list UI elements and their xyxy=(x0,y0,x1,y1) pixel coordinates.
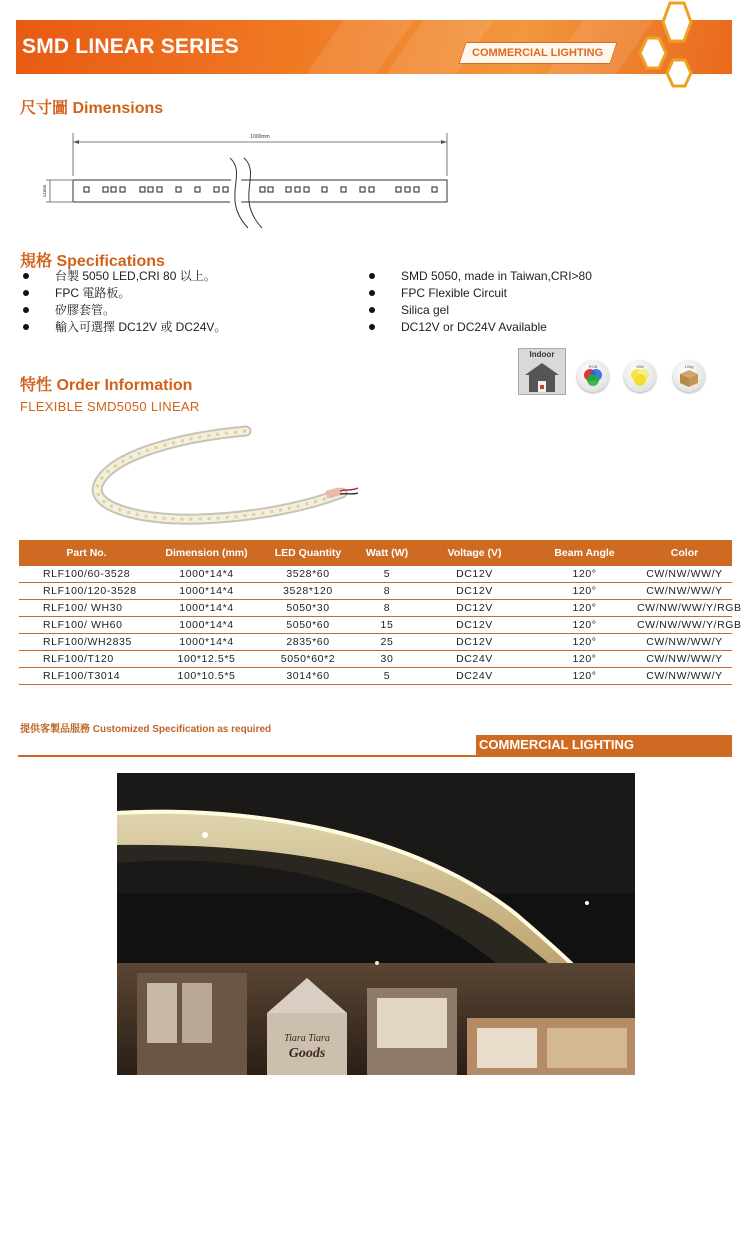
table-cell: 1000*14*4 xyxy=(154,617,259,634)
custom-spec-note: 提供客製品服務 Customized Specification as required xyxy=(20,724,272,735)
table-cell: DC12V xyxy=(417,617,532,634)
rgb-icon: RGB xyxy=(577,360,609,392)
category-tag: COMMERCIAL LIGHTING xyxy=(458,42,617,64)
table-row xyxy=(19,668,732,685)
led-strip-photo xyxy=(80,415,370,535)
footer-category-bar: COMMERCIAL LIGHTING xyxy=(476,735,732,755)
spec-en-3: Silica gel xyxy=(401,303,450,317)
table-cell: DC12V xyxy=(417,583,532,600)
width-label: 14mm xyxy=(42,184,47,198)
length-label: 1000mm xyxy=(250,134,270,140)
table-cell: 3528*120 xyxy=(259,583,357,600)
table-row xyxy=(19,651,732,668)
table-cell: 100*12.5*5 xyxy=(154,651,259,668)
spec-zh-1: 台製 5050 LED,CRI 80 以上。 xyxy=(55,269,216,283)
bullet-icon xyxy=(23,324,29,330)
table-header-row xyxy=(19,540,732,566)
indoor-icon: Indoor xyxy=(518,348,566,395)
table-row xyxy=(19,634,732,651)
table-cell: 120° xyxy=(532,634,637,651)
table-cell: 3528*60 xyxy=(259,566,357,583)
table-cell: RLF100/ WH60 xyxy=(19,617,154,634)
bullet-icon xyxy=(369,307,375,313)
table-cell: 1000*14*4 xyxy=(154,583,259,600)
table-cell: 3014*60 xyxy=(259,668,357,685)
table-cell: 30 xyxy=(357,651,417,668)
bullet-icon xyxy=(23,307,29,313)
table-cell: DC12V xyxy=(417,634,532,651)
table-row xyxy=(19,583,732,600)
table-cell: 5 xyxy=(357,668,417,685)
white-light-icon: WW xyxy=(624,360,656,392)
spec-zh-4: 輸入可選擇 DC12V 或 DC24V。 xyxy=(55,320,227,334)
column-header: LED Quantity xyxy=(259,540,357,566)
bullet-icon xyxy=(23,273,29,279)
table-cell: 120° xyxy=(532,617,637,634)
table-cell: CW/NW/WW/Y xyxy=(637,668,732,685)
column-header: Dimension (mm) xyxy=(154,540,259,566)
table-cell: 15 xyxy=(357,617,417,634)
shop-sign-line1: Tiara Tiara xyxy=(284,1033,330,1044)
table-cell: CW/NW/WW/Y xyxy=(637,634,732,651)
table-cell: 5050*60*2 xyxy=(259,651,357,668)
table-cell: 5050*30 xyxy=(259,600,357,617)
table-cell: DC12V xyxy=(417,566,532,583)
table-cell: RLF100/ WH30 xyxy=(19,600,154,617)
table-cell: CW/NW/WW/Y/RGB xyxy=(637,600,732,617)
table-cell: 1000*14*4 xyxy=(154,566,259,583)
product-subtitle: FLEXIBLE SMD5050 LINEAR xyxy=(20,399,200,414)
table-cell: 5050*60 xyxy=(259,617,357,634)
page-title: SMD LINEAR SERIES xyxy=(22,35,239,58)
bullet-icon xyxy=(369,324,375,330)
table-cell: 8 xyxy=(357,583,417,600)
order-info-heading: 特性 Order Information xyxy=(20,377,193,394)
bullet-icon xyxy=(23,290,29,296)
table-cell: 120° xyxy=(532,583,637,600)
table-cell: 120° xyxy=(532,566,637,583)
table-cell: 120° xyxy=(532,600,637,617)
table-cell: RLF100/60-3528 xyxy=(19,566,154,583)
column-header: Color xyxy=(637,540,732,566)
table-cell: RLF100/WH2835 xyxy=(19,634,154,651)
table-row xyxy=(19,600,732,617)
table-cell: CW/NW/WW/Y xyxy=(637,651,732,668)
table-cell: RLF100/T3014 xyxy=(19,668,154,685)
table-cell: CW/NW/WW/Y xyxy=(637,583,732,600)
hexagon-decoration-icon xyxy=(605,0,715,92)
footer-divider xyxy=(18,755,732,757)
table-cell: 5 xyxy=(357,566,417,583)
table-cell: 8 xyxy=(357,600,417,617)
shop-sign-line2: Goods xyxy=(288,1046,326,1061)
table-cell: 120° xyxy=(532,651,637,668)
column-header: Part No. xyxy=(19,540,154,566)
table-cell: CW/NW/WW/Y xyxy=(637,566,732,583)
table-cell: DC12V xyxy=(417,600,532,617)
column-header: Voltage (V) xyxy=(417,540,532,566)
table-cell: 100*10.5*5 xyxy=(154,668,259,685)
bullet-icon xyxy=(369,290,375,296)
application-photo xyxy=(117,773,635,1075)
table-row xyxy=(19,566,732,583)
bullet-icon xyxy=(369,273,375,279)
dimensions-heading: 尺寸圖 Dimensions xyxy=(20,100,164,117)
column-header: Beam Angle xyxy=(532,540,637,566)
order-table xyxy=(19,540,742,685)
table-cell: RLF100/T120 xyxy=(19,651,154,668)
table-cell: 2835*60 xyxy=(259,634,357,651)
table-cell: DC24V xyxy=(417,651,532,668)
column-header: Watt (W) xyxy=(357,540,417,566)
table-cell: DC24V xyxy=(417,668,532,685)
table-cell: CW/NW/WW/Y/RGB xyxy=(637,617,732,634)
table-cell: 1000*14*4 xyxy=(154,600,259,617)
spec-en-2: FPC Flexible Circuit xyxy=(401,286,508,300)
specifications-heading: 規格 Specifications xyxy=(20,253,165,270)
table-cell: 120° xyxy=(532,668,637,685)
table-cell: RLF100/120-3528 xyxy=(19,583,154,600)
table-cell: 25 xyxy=(357,634,417,651)
spec-zh-2: FPC 電路板。 xyxy=(55,286,131,300)
spec-zh-3: 矽膠套管。 xyxy=(55,303,116,317)
dimension-drawing xyxy=(34,128,464,232)
table-cell: 1000*14*4 xyxy=(154,634,259,651)
spec-en-4: DC12V or DC24V Available xyxy=(401,320,547,334)
box-icon: 100g xyxy=(673,360,705,392)
table-row xyxy=(19,617,732,634)
spec-en-1: SMD 5050, made in Taiwan,CRI>80 xyxy=(401,269,592,283)
